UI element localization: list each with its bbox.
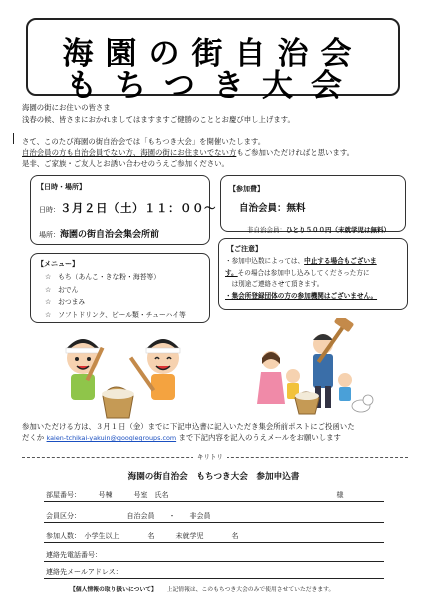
form-underline (44, 561, 384, 562)
menu-box (30, 253, 210, 323)
place-label: 場所： (39, 231, 60, 239)
date-label: 日時： (39, 206, 60, 214)
fee-nonmember-value: ひとり５００円（未就学児は無料） (286, 226, 390, 234)
star-icon: ☆ (45, 298, 52, 306)
fee-header: 【参加費】 (229, 185, 264, 193)
apply-line-1: 参加いただける方は、３月１日（金）までに下記申込書に記入いただき集会所前ポストにご投函いた (22, 422, 355, 431)
form-underline (44, 578, 384, 579)
cut-label: キリトリ (193, 452, 227, 461)
title-line-2: もちつき大会 (66, 68, 360, 104)
fee-member: 自治会員：無料 (239, 203, 306, 214)
form-row-member-type: 会員区分： 自治会員 ・ 非会員 (46, 512, 211, 520)
form-row-email: 連絡先メールアドレス： (46, 568, 123, 576)
form-row-attendees: 参加人数： 小学生以上 名 未就学児 名 (46, 532, 239, 540)
kids-mochi-illustration (55, 328, 205, 420)
menu-item: ☆ もち（あんこ・きな粉・海苔等） (45, 273, 161, 281)
date-row (39, 197, 216, 216)
form-row-phone: 連絡先電話番号： (46, 551, 102, 559)
menu-header: 【メニュー】 (37, 260, 79, 268)
seasonal-greeting: 浅春の候、皆さまにおかれましてはますますご健勝のこととお慶び申し上げます。 (22, 115, 295, 124)
apply-line-2: だくか kaien-tchikai-yakuin@googlegroups.com まで下記内容を記入のうえメールをお願いします (22, 433, 341, 442)
star-icon: ☆ (45, 285, 52, 294)
privacy-label: 【個人情報の取り扱いについて】 (70, 587, 157, 593)
closing-text: 是非、ご家族・ご友人とお誘い合わせのうえご参加ください。 (22, 159, 229, 168)
privacy-text: 上記情報は、このもちつき大会のみで使用させていただきます。 (166, 587, 335, 593)
form-row-room: 部屋番号： 号棟 号室 氏名 様 (46, 491, 344, 499)
privacy-note (70, 584, 334, 593)
datetime-box (30, 175, 216, 245)
email-link[interactable]: kaien-tchikai-yakuin@googlegroups.com (46, 434, 177, 442)
announce-text: さて、このたび海園の街自治会では「もちつき大会」を開催いたします。 (22, 137, 266, 146)
notice-text: ・参加申込数によっては、中止する場合もございま す。その場合は参加申し込みしてくださった方に は別途ご連絡させて頂きます。 ・集会所登録団体の方の参加機関はございません。 (225, 257, 378, 300)
invite-rest: もご参加いただければと思います。 (236, 148, 355, 157)
form-title: 海園の街自治会 もちつき大会 参加申込書 (127, 472, 300, 482)
notice-header: 【ご注意】 (227, 245, 262, 253)
menu-item: ☆ ソフトドリンク、ビール類・チューハイ等 (45, 310, 186, 319)
star-icon: ☆ (45, 310, 52, 319)
invite-underlined: 自治会員の方も自治会員でない方、海園の街にお住まいでない方 (22, 148, 237, 157)
greeting: 海園の街にお住いの皆さま (22, 103, 111, 112)
fee-box (220, 175, 406, 232)
place-row (39, 222, 159, 241)
family-mochi-illustration (245, 318, 375, 416)
invite-text (22, 148, 354, 158)
menu-list (45, 271, 186, 321)
form-underline (44, 542, 384, 543)
title-line-1: 海園の街自治会 (62, 36, 364, 72)
menu-item: ☆ おでん (45, 285, 79, 294)
place-value: 海園の街自治会集会所前 (60, 230, 160, 240)
form-underline (44, 522, 384, 523)
text-cursor (13, 133, 15, 144)
notice-box (218, 238, 408, 310)
date-value: ３月２日（土）１１：００～ (60, 201, 216, 215)
fee-nonmember (247, 217, 390, 236)
form-underline (44, 501, 384, 502)
menu-item: ☆ おつまみ (45, 298, 86, 306)
title-box (26, 18, 400, 104)
fee-nonmember-label: 非自治会員： (247, 226, 286, 234)
datetime-header: 【日時・場所】 (37, 183, 86, 191)
star-icon: ☆ (45, 273, 52, 281)
